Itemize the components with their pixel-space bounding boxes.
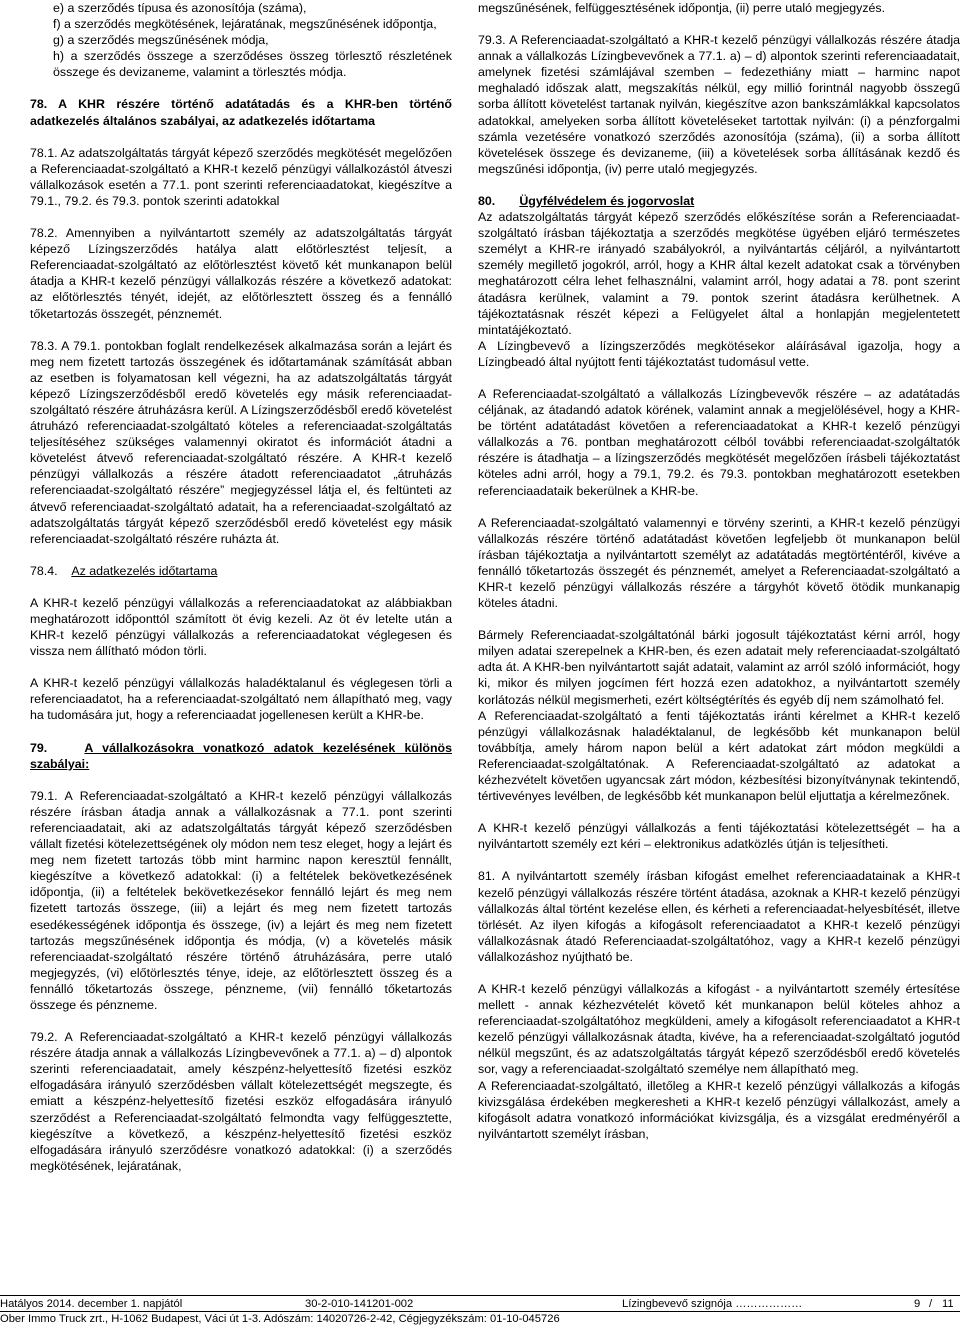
footer-page-number: 9 [914,1298,921,1310]
footer-effective-date: Hatályos 2014. december 1. napjától [0,1298,183,1310]
paragraph-80-d: A Referenciaadat-szolgáltató valamennyi e törvény szerinti, a KHR-t kezelő pénzügyi vállalkozás részére történő adatátadást követően legfeljebb öt munkanapon belül írásban tájékoztatja a nyilvántartott személyt az adatátadás megtörténtéről, kivéve a fennálló tőketartozás összegét és pénznemét, amelyet a Referenciaadat-szolgáltató a KHR-t kezelő pénzügyi vállalkozás részére a tárgyhót követő ötödik munkanapig köteles átadni. [478,515,960,611]
list-item-f: f) a szerződés megkötésének, lejáratának, megszűnésének időpontja, [53,17,437,32]
paragraph-78-1: 78.1. Az adatszolgáltatás tárgyát képező szerződés megkötését megelőzően a Referenciaadat-szolgáltató a KHR-t kezelő pénzügyi vállalkozástól átveszi vállalkozások esetén a 77.1. pont szerinti referenciaadatokat, kiegészítve a 79.1., 79.2. és 79.3. pontok szerinti adatokkal [30,145,452,208]
paragraph-80-b: A Lízingbevevő a lízingszerződés megkötésekor aláírásával igazolja, hogy a Lízingbeadó által nyújtott fenti tájékoztatást tudomásul vette. [478,338,960,369]
section-80-number: 80. [478,193,496,208]
paragraph-80-g: A KHR-t kezelő pénzügyi vállalkozás a fenti tájékoztatási kötelezettségét – ha a nyilvántartott személy ezt kéri – elektronikus adatközlés útján is teljesítheti. [478,821,960,852]
footer-top-rule [0,1295,960,1296]
paragraph-81-a: 81. A nyilvántartott személy írásban kifogást emelhet referenciaadatainak a KHR-t kezelő pénzügyi vállalkozás részére történt átadása, azoknak a KHR-t kezelő pénzügyi vállalkozás által történt kezelése ellen, és kérheti a referenciaadat-helyesbítését, illetve törlését. Az ilyen kifogás a kifogásolt referenciaadatot a KHR-t kezelő pénzügyi vállalkozásnak átadó Referenciaadat-szolgáltatóhoz, vagy a KHR-t kezelő pénzügyi vállalkozáshoz nyújtható be. [478,869,960,964]
section-80-title: Ügyfélvédelem és jogorvoslat [519,193,695,208]
footer-page-separator: / [929,1298,933,1310]
paragraph-78-4-b: A KHR-t kezelő pénzügyi vállalkozás haladéktalanul és véglegesen törli a referenciaadatot, ha a referenciaadat-szolgáltató nem állapítható meg, vagy ha tudomására jut, hogy a referenciaadat jogellenesen került a KHR-be. [30,676,452,723]
section-79-number: 79. [30,740,48,755]
footer-document-id: 30-2-010-141201-002 [305,1298,414,1310]
paragraph-81-c: A Referenciaadat-szolgáltató, illetőleg a KHR-t kezelő pénzügyi vállalkozás a kifogás kivizsgálása érdekében megkeresheti a KHR-t kezelő pénzügyi vállalkozást, amely a kifogásolt adatra vonatkozó információkat kivizsgálja, és a vizsgálat eredményéről a nyilvántartott személyt írásban, [478,1078,960,1141]
section-78-heading: 78. A KHR részére történő adatátadás és a KHR-ben történő adatkezelés általános szabályai, az adatkezelés időtartama [30,97,452,128]
footer-company-info: Ober Immo Truck zrt., H-1062 Budapest, Váci út 1-3. Adószám: 14020726-2-42, Cégjegyzékszám: 01-10-045726 [0,1313,560,1325]
section-78-4-heading [30,563,452,579]
right-column [478,0,960,1142]
section-79-title: A vállalkozásokra vonatkozó adatok kezelésének különös szabályai: [30,740,452,771]
paragraph-78-4-a: A KHR-t kezelő pénzügyi vállalkozás a referenciaadatokat az alábbiakban meghatározott időponttól számított öt évig kezeli. Az öt év letelte után a KHR-t kezelő pénzügyi vállalkozás a referenciaadatokat véglegesen és vissza nem állítható módon törli. [30,595,452,659]
list-item-h: h) a szerződés összege a szerződéses összeg törlesztő részletének összege és devizaneme, valamint a törlesztés módja. [53,49,452,80]
section-80-heading [478,193,960,209]
paragraph-81-b: A KHR-t kezelő pénzügyi vállalkozás a kifogást - a nyilvántartott személy értesítése mellett - annak kézhezvételét követő két munkanapon belül köteles ahhoz a referenciaadat-szolgáltatóhoz megküldeni, amely a kifogásolt referenciaadatot a KHR-t kezelő pénzügyi vállalkozásnak átadta, kivéve, ha a referenciaadat-szolgáltató jogutód nélkül megszűnt, és az adatszolgáltatás tárgyát képező szerződésből eredő követelés sor, vagy a referenciaadat-szolgáltató személye nem állapítható meg. [478,981,960,1077]
paragraph-80-f: A Referenciaadat-szolgáltató a fenti tájékoztatás iránti kérelmet a KHR-t kezelő pénzügyi vállalkozásnak haladéktalanul, de legkésőbb két munkanapon belül továbbítja, amely három napon belül a kért adatokat zárt módon megküldi a Referenciaadat-szolgáltatónak. A Referenciaadat-szolgáltató az adatokat a kézhezvételt követően ugyancsak zárt módon, kézbesítési bizonyítványnak tekintendő, tértivevényes levélben, de legkésőbb két munkanapon belül eljuttatja a kérelmezőnek. [478,708,960,804]
paragraph-79-1: 79.1. A Referenciaadat-szolgáltató a KHR-t kezelő pénzügyi vállalkozás részére írásban átadja annak a vállalkozásnak a 77.1. pont szerinti referenciaadatait, aki az adatszolgáltatás tárgyát képező szerződésben vállalt fizetési kötelezettségének oly módon nem tesz eleget, hogy a lejárt és meg nem fizetett tartozás több mint harminc napon keresztül fennállt, kiegészítve a következő adatokkal: (i) a feltételek bekövetkezésének időpontja, (ii) a feltételek bekövetkezésekor fennálló lejárt és meg nem fizetett tartozás összege, (iii) a lejárt és meg nem fizetett tartozás esedékességének időpontja és összege, (iv) a lejárt és meg nem fizetett tartozás megszűnésének időpontja és módja, (v) a követelés másik referenciaadat-szolgáltató részére történő átruházására, perre utaló megjegyzés, (vi) előtörlesztés ténye, ideje, az előtörlesztett összeg és a fennálló tőketartozás összege, pénzneme, (vii) fennálló tőketartozás összege és pénzneme. [30,788,452,1012]
paragraph-79-2-continued: megszűnésének, felfüggesztésének időpontja, (ii) perre utaló megjegyzés. [478,1,886,15]
footer-page-total: 11 [942,1298,954,1310]
list-item-g: g) a szerződés megszűnésének módja, [53,33,269,48]
section-79-heading [30,740,452,772]
left-column [30,0,452,1174]
section-78-4-number: 78.4. [30,563,58,578]
paragraph-78-3: 78.3. A 79.1. pontokban foglalt rendelkezések alkalmazása során a lejárt és meg nem fizetett tartozás összegének és időtartamának számítását abban az esetben is folyamatosan kell végezni, ha az adatszolgáltatás tárgyát képező Lízingszerződésből eredő követelés egy másik referenciaadat-szolgáltató részére átruházásra kerül. A Lízingszerződésből eredő követelést átruházó referenciaadat-szolgáltató köteles a referenciaadat-szolgáltatás teljesítéséhez szükséges valamennyi okiratot és információt átadni a követelést átvevő referenciaadat-szolgáltató részére. A KHR-t kezelő pénzügyi vállalkozás a részére átadott referenciaadatot „átruházás referenciaadat-szolgáltató részére” megjegyzéssel látja el, és feltünteti az átvevő referenciaadat-szolgáltató adatait, ha a referenciaadat-szolgáltató az adatszolgáltatás tárgyát képező szerződésből eredő követelést egy másik referenciaadat-szolgáltató részére ruházta át. [30,338,452,546]
footer-signature-label: Lízingbevevő szignója ……………… [622,1298,803,1310]
section-78-4-title: Az adatkezelés időtartama [71,563,218,578]
paragraph-78-2: 78.2. Amennyiben a nyilvántartott személy az adatszolgáltatás tárgyát képező Lízingszerződés hatálya alatt előtörlesztést teljesít, a Referenciaadat-szolgáltató az előtörlesztést követő két munkanapon belül átadja a KHR-t kezelő pénzügyi vállalkozás részére a következő adatokat: az előtörlesztés tényét, idejét, az előtörlesztett összeg és a fennálló tőketartozás összegét, pénznemét. [30,226,452,321]
list-item-e: e) a szerződés típusa és azonosítója (száma), [53,1,307,15]
paragraph-79-2: 79.2. A Referenciaadat-szolgáltató a KHR-t kezelő pénzügyi vállalkozás részére átadja annak a vállalkozás Lízingbevevőnek a 77.1. a) – d) alpontok szerinti referenciaadatait, amely készpénz-helyettesítő fizetési eszköz elfogadására irányuló szerződésben vállalt kötelezettségét megszegte, és emiatt a készpénz-helyettesítő fizetési eszköz elfogadására irányuló szerződést a Referenciaadat-szolgáltató felmondta vagy felfüggesztette, kiegészítve a következő, a készpénz-helyettesítő fizetési eszköz elfogadására irányuló szerződésre vonatkozó adatokkal: (i) a szerződés megkötésének, lejáratának, [30,1030,452,1173]
paragraph-79-3: 79.3. A Referenciaadat-szolgáltató a KHR-t kezelő pénzügyi vállalkozás részére átadja annak a vállalkozás Lízingbevevőnek a 77.1. a) – d) alpontok szerinti referenciaadatait, amelynek fizetési számlájával szemben – fedezethiány miatt – harminc napot meghaladó időszak alatt, megszakítás nélkül, egy millió forintnál nagyobb összegű sorba állított követelést tartanak nyilván, kiegészítve azon bankszámlákkal kapcsolatos adatokkal, amelyeken sorba állított követeléseket tartottak nyilván: (i) a pénzforgalmi számla vezetésére vonatkozó szerződés azonosítója (száma), (ii) a sorba állított követelések összege és devizaneme, (iii) a követelések sorba állításának kezdő és megszűnési időpontja, (iv) perre utaló megjegyzés. [478,33,960,176]
paragraph-80-c: A Referenciaadat-szolgáltató a vállalkozás Lízingbevevők részére – az adatátadás céljának, az átadandó adatok körének, valamint annak a megjelölésével, hogy a KHR-be történt adatátadást követően a referenciaadatokat a KHR-t kezelő pénzügyi vállalkozás a 76. pontban meghatározott célból további referenciaadat-szolgáltatók részére is átadhatja – a lízingszerződés megkötését megelőzően írásbeli tájékoztatást köteles adni arról, hogy a 79.1, 79.2. és 79.3. pontokban meghatározott esetekben referenciaadataik bekerülnek a KHR-be. [478,386,960,498]
footer-row-2 [0,1311,960,1325]
paragraph-80-e: Bármely Referenciaadat-szolgáltatónál bárki jogosult tájékoztatást kérni arról, hogy milyen adatai szerepelnek a KHR-ben, és ezen adatait mely referenciaadat-szolgáltató adta át. A KHR-ben nyilvántartott saját adatait, valamint az arról szóló információt, hogy ki, mikor és milyen jogcímen fért hozzá ezen adatokhoz, a nyilvántartott személy korlátozás nélkül megismerheti, ezért költségtérítés és egyéb díj nem számolható fel. [478,628,960,707]
page-footer [0,1295,960,1325]
paragraph-80-a: Az adatszolgáltatás tárgyát képező szerződés előkészítése során a Referenciaadat-szolgáltató írásban tájékoztatja a szerződés megkötése ügyében eljáró természetes személyt a KHR-re irányadó szabályokról, a nyilvántartás céljáról, a nyilvántartott személy megillető jogokról, arról, hogy a KHR által kezelt adatokat csak a törvényben meghatározott célra lehet felhasználni, valamint arról, hogy adatai a 78. pont szerint átadásra kerülnek, valamint a 79. pontok szerint átadásra kerülhetnek. A tájékoztatásnak részét képezi a Felügyelet által a honlapján megjelentetett mintatájékoztató. [478,210,960,337]
